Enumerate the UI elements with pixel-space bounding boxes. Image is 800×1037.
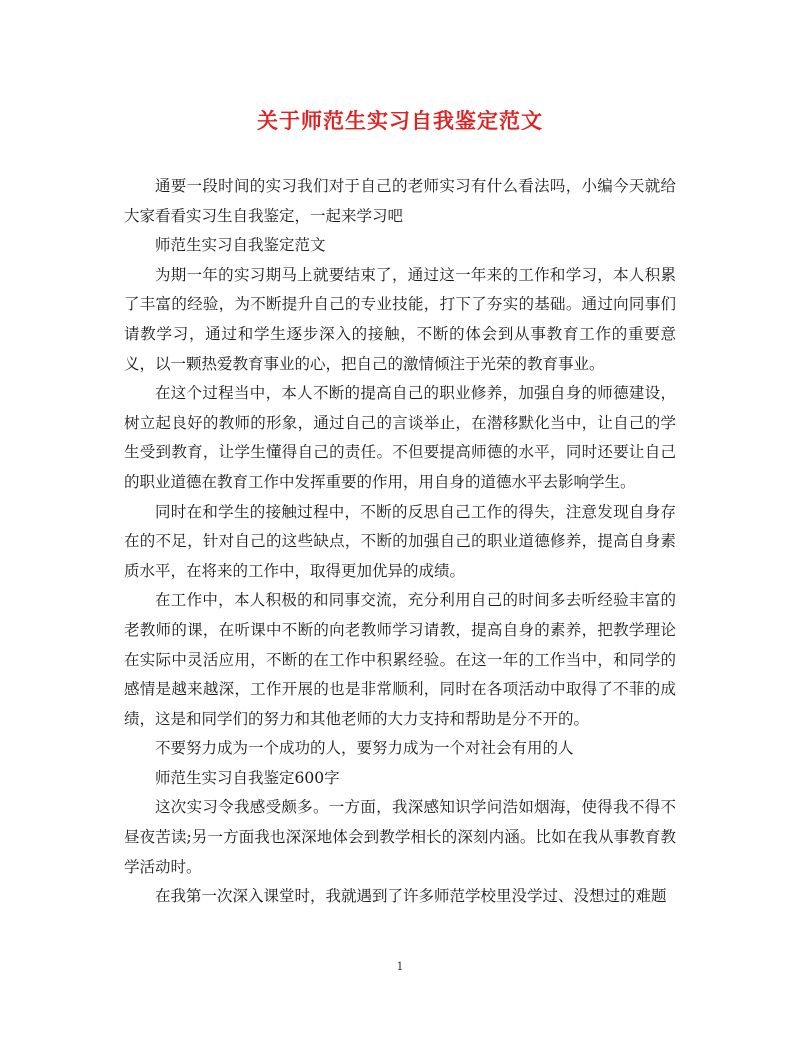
document-title: 关于师范生实习自我鉴定范文 <box>257 108 543 133</box>
section-heading: 师范生实习自我鉴定范文 <box>155 236 326 255</box>
body-paragraph: 为期一年的实习期马上就要结束了，通过这一年来的工作和学习，本人积累了丰富的经验，为不断提升自己的专业技能，打下了夯实的基础。通过向同事们请教学习，通过和学生逐步深入的接触，不断的体会到从事教育工作的重要意义，以一颗热爱教育事业的心，把自己的激情倾注于光荣的教育事业。 <box>124 265 676 373</box>
section-heading: 师范生实习自我鉴定600字 <box>155 768 340 787</box>
document-body <box>124 172 676 912</box>
body-paragraph: 同时在和学生的接触过程中，不断的反思自己工作的得失，注意发现自身存在的不足，针对自己的这些缺点，不断的加强自己的职业道德修养，提高自身素质水平，在将来的工作中，取得更加优异的成绩。 <box>124 502 676 580</box>
page-number: 1 <box>396 960 404 973</box>
body-paragraph: 在工作中，本人积极的和同事交流，充分利用自己的时间多去听经验丰富的老教师的课，在听课中不断的向老教师学习请教，提高自身的素养，把教学理论在实际中灵活应用，不断的在工作中积累经验。在这一年的工作当中，和同学的感情是越来越深，工作开展的也是非常顺利，同时在各项活动中取得了不菲的成绩，这是和同学们的努力和其他老师的大力支持和帮助是分不开的。 <box>124 591 676 728</box>
intro-paragraph: 通要一段时间的实习我们对于自己的老师实习有什么看法吗，小编今天就给大家看看实习生自我鉴定，一起来学习吧 <box>124 177 676 225</box>
quote-paragraph: 不要努力成为一个成功的人，要努力成为一个对社会有用的人 <box>155 739 574 758</box>
body-paragraph: 在这个过程当中，本人不断的提高自己的职业修养，加强自身的师德建设，树立起良好的教师的形象，通过自己的言谈举止，在潜移默化当中，让自己的学生受到教育，让学生懂得自己的责任。不但要提高师德的水平，同时还要让自己的职业道德在教育工作中发挥重要的作用，用自身的道德水平去影响学生。 <box>124 384 676 491</box>
body-paragraph: 这次实习令我感受颇多。一方面，我深感知识学问浩如烟海，使得我不得不昼夜苦读;另一方面我也深深地体会到教学相长的深刻内涵。比如在我从事教育教学活动时。 <box>124 798 676 876</box>
body-paragraph: 在我第一次深入课堂时，我就遇到了许多师范学校里没学过、没想过的难题 <box>155 887 667 906</box>
